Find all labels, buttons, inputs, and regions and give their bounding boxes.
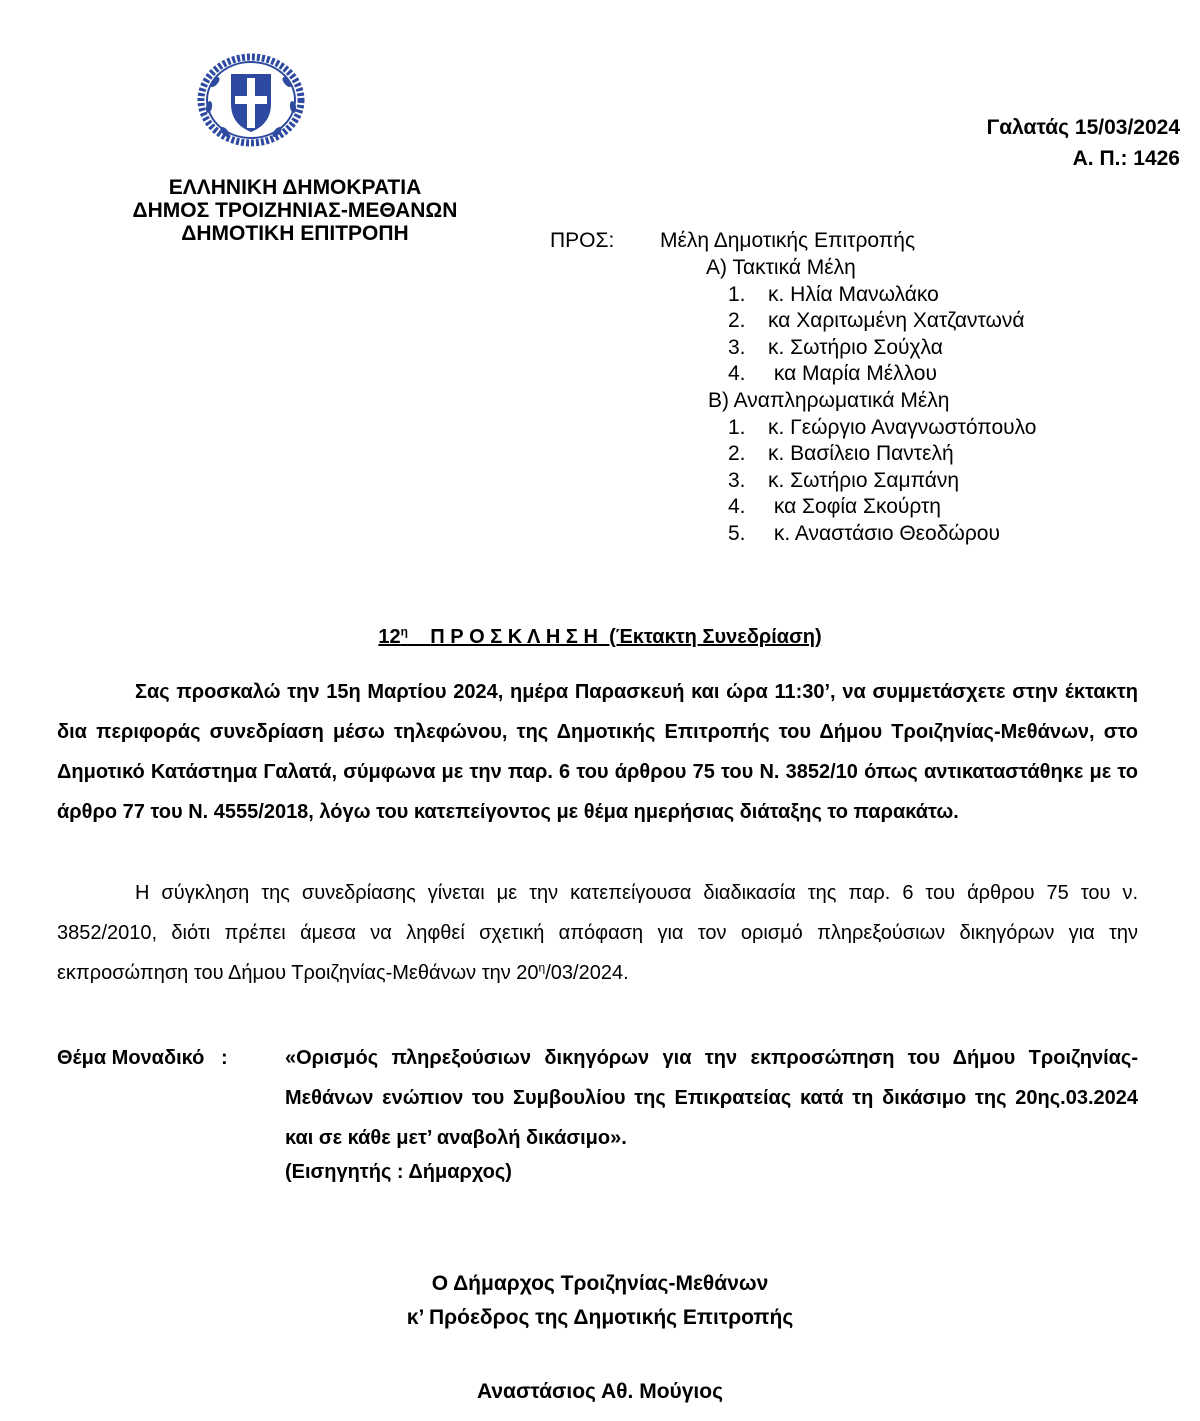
rapporteur: (Εισηγητής : Δήμαρχος) (285, 1161, 512, 1183)
invitation-note: (Έκτακτη Συνεδρίαση) (609, 626, 822, 648)
list-number: 1. (728, 416, 746, 439)
org-municipality: ΔΗΜΟΣ ΤΡΟΙΖΗΝΙΑΣ-ΜΕΘΑΝΩΝ (132, 199, 458, 222)
list-number: 5. (728, 522, 746, 545)
signatory-name: Αναστάσιος Αθ. Μούγιος (476, 1380, 724, 1403)
list-item (728, 336, 943, 360)
member-name: κα Χαριτωμένη Χατζαντωνά (768, 309, 1025, 332)
list-number: 2. (728, 442, 746, 465)
org-country: ΕΛΛΗΝΙΚΗ ΔΗΜΟΚΡΑΤΙΑ (168, 176, 422, 199)
invitation-paragraph: Σας προσκαλώ την 15η Μαρτίου 2024, ημέρα Παρασκευή και ώρα 11:30’, να συμμετάσχετε στην έκτακτη δια περιφοράς συνεδρίαση μέσω τηλεφώνου, της Δημοτικής Επιτροπής του Δήμου Τροιζηνίας-Μεθάνων, στο Δημοτικό Κατάστημα Γαλατά, σύμφωνα με την παρ. 6 του άρθρου 75 του Ν. 3852/10 όπως αντικαταστάθηκε με το άρθρο 77 του Ν. 4555/2018, λόγω του κατεπείγοντος με θέμα ημερήσιας διάταξης το παρακάτω. (57, 681, 1138, 823)
list-item (728, 283, 939, 307)
member-name: κ. Γεώργιο Αναγνωστόπουλο (768, 416, 1037, 439)
list-item (728, 522, 1000, 546)
member-name: κ. Βασίλειο Παντελή (768, 442, 954, 465)
list-number: 3. (728, 469, 746, 492)
invitation-title (0, 626, 1200, 649)
signatory-title: Ο Δήμαρχος Τροιζηνίας-Μεθάνων (431, 1272, 769, 1295)
place-date: Γαλατάς 15/03/2024 (986, 116, 1180, 139)
signatory-role: κ’ Πρόεδρος της Δημοτικής Επιτροπής (406, 1306, 794, 1329)
urgency-text: Η σύγκληση της συνεδρίασης γίνεται με την κατεπείγουσα διαδικασία της παρ. 6 του άρθρου 75 του ν. 3852/2010, διότι πρέπει άμεσα να ληφθεί σχετική απόφαση για τον ορισμό πληρεξούσιων δικηγόρων για την εκπροσώπηση του Δήμου Τροιζηνίας-Μεθάνων την 20 (57, 882, 1138, 984)
list-item (728, 469, 959, 493)
urgency-text-end: /03/2024. (545, 962, 629, 984)
subject-text: «Ορισμός πληρεξούσιων δικηγόρων για την εκπροσώπηση του Δήμου Τροιζηνίας-Μεθάνων ενώπιον του Συμβουλίου της Επικρατείας κατά τη δικάσιμο της 20ης.03.2024 και σε κάθε μετ’ αναβολή δικάσιμο». (285, 1047, 1138, 1149)
list-item (728, 495, 941, 519)
org-header (70, 176, 520, 245)
member-name: κ. Σωτήριο Σαμπάνη (768, 469, 960, 492)
subject-label: Θέμα Μοναδικό : (57, 1047, 228, 1069)
member-name: κ. Αναστάσιο Θεοδώρου (768, 522, 1000, 545)
list-number: 1. (728, 283, 746, 306)
invitation-number: 12 (378, 626, 401, 648)
member-name: κα Μαρία Μέλλου (768, 362, 937, 385)
list-number: 2. (728, 309, 746, 332)
regular-members-heading: Α) Τακτικά Μέλη (706, 256, 856, 279)
list-item (728, 362, 937, 386)
member-name: κα Σοφία Σκούρτη (768, 495, 941, 518)
org-committee: ΔΗΜΟΤΙΚΗ ΕΠΙΤΡΟΠΗ (181, 222, 409, 245)
protocol-number: Α. Π.: 1426 (1072, 147, 1180, 170)
urgency-date-suffix: η (538, 960, 546, 975)
substitute-members-heading: Β) Αναπληρωματικά Μέλη (708, 389, 950, 412)
invitation-number-suffix: η (400, 624, 408, 639)
list-number: 4. (728, 362, 746, 385)
list-item (728, 309, 1025, 333)
invitation-word: Π Ρ Ο Σ Κ Λ Η Σ Η (430, 626, 598, 648)
member-name: κ. Σωτήριο Σούχλα (768, 336, 943, 359)
coat-of-arms-icon (195, 52, 307, 148)
to-label: ΠΡΟΣ: (550, 229, 615, 252)
list-item (728, 442, 954, 466)
list-number: 4. (728, 495, 746, 518)
member-name: κ. Ηλία Μανωλάκο (768, 283, 939, 306)
list-item (728, 416, 1036, 440)
urgency-paragraph (57, 873, 1138, 993)
list-number: 3. (728, 336, 746, 359)
to-title: Μέλη Δημοτικής Επιτροπής (660, 229, 916, 252)
